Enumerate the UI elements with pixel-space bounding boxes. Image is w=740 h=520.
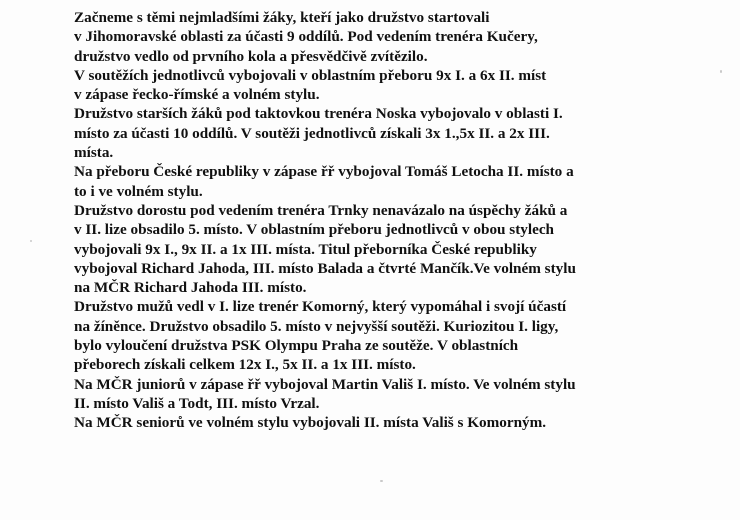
scan-speck — [30, 240, 32, 242]
text-line: místa. — [74, 144, 114, 162]
text-line: bylo vyloučení družstva PSK Olympu Praha ze soutěže. V oblastních — [74, 337, 519, 355]
text-line: v II. lize obsadilo 5. místo. V oblastním přeboru jednotlivců v obou stylech — [74, 221, 555, 239]
text-line: vybojoval Richard Jahoda, III. místo Balada a čtvrté Mančík.Ve volném stylu — [74, 259, 576, 277]
scan-speck — [380, 480, 383, 482]
text-line: v zápase řecko-římské a volném stylu. — [74, 86, 320, 104]
text-line: družstvo vedlo od prvního kola a přesvědčivě zvítězilo. — [74, 47, 428, 65]
text-line: Na MČR seniorů ve volném stylu vybojovali II. místa Vališ s Komorným. — [74, 414, 547, 432]
text-line: V soutěžích jednotlivců vybojovali v oblastním přeboru 9x I. a 6x II. míst — [74, 66, 547, 84]
text-line: Začneme s těmi nejmladšími žáky, kteří jako družstvo startovali — [74, 9, 490, 26]
text-line: to i ve volném stylu. — [74, 182, 203, 200]
text-line: na žíněnce. Družstvo obsadilo 5. místo v nejvyšší soutěži. Kuriozitou I. ligy, — [74, 317, 559, 335]
text-line: na MČR Richard Jahoda III. místo. — [74, 279, 307, 297]
text-line: Na MČR juniorů v zápase řř vybojoval Martin Vališ I. místo. Ve volném stylu — [74, 375, 576, 393]
text-line: v Jihomoravské oblasti za účasti 9 oddílů. Pod vedením trenéra Kučery, — [74, 28, 538, 46]
text-line: Družstvo mužů vedl v I. lize trenér Komorný, který vypomáhal i svojí účastí — [74, 298, 567, 316]
text-line: vybojovali 9x I., 9x II. a 1x III. místa. Titul přeborníka České republiky — [74, 240, 537, 258]
text-line: Družstvo dorostu pod vedením trenéra Trnky nenavázalo na úspěchy žáků a — [74, 201, 568, 219]
text-line: II. místo Vališ a Todt, III. místo Vrzal. — [74, 394, 320, 412]
text-line: Na přeboru České republiky v zápase řř vybojoval Tomáš Letocha II. místo a — [74, 163, 574, 181]
document-text — [74, 8, 724, 433]
text-line: místo za účasti 10 oddílů. V soutěži jednotlivců získali 3x 1.,5x II. a 2x III. — [74, 124, 550, 142]
text-line: přeborech získali celkem 12x I., 5x II. a 1x III. místo. — [74, 356, 416, 374]
text-line: Družstvo starších žáků pod taktovkou trenéra Noska vybojovalo v oblasti I. — [74, 105, 563, 123]
